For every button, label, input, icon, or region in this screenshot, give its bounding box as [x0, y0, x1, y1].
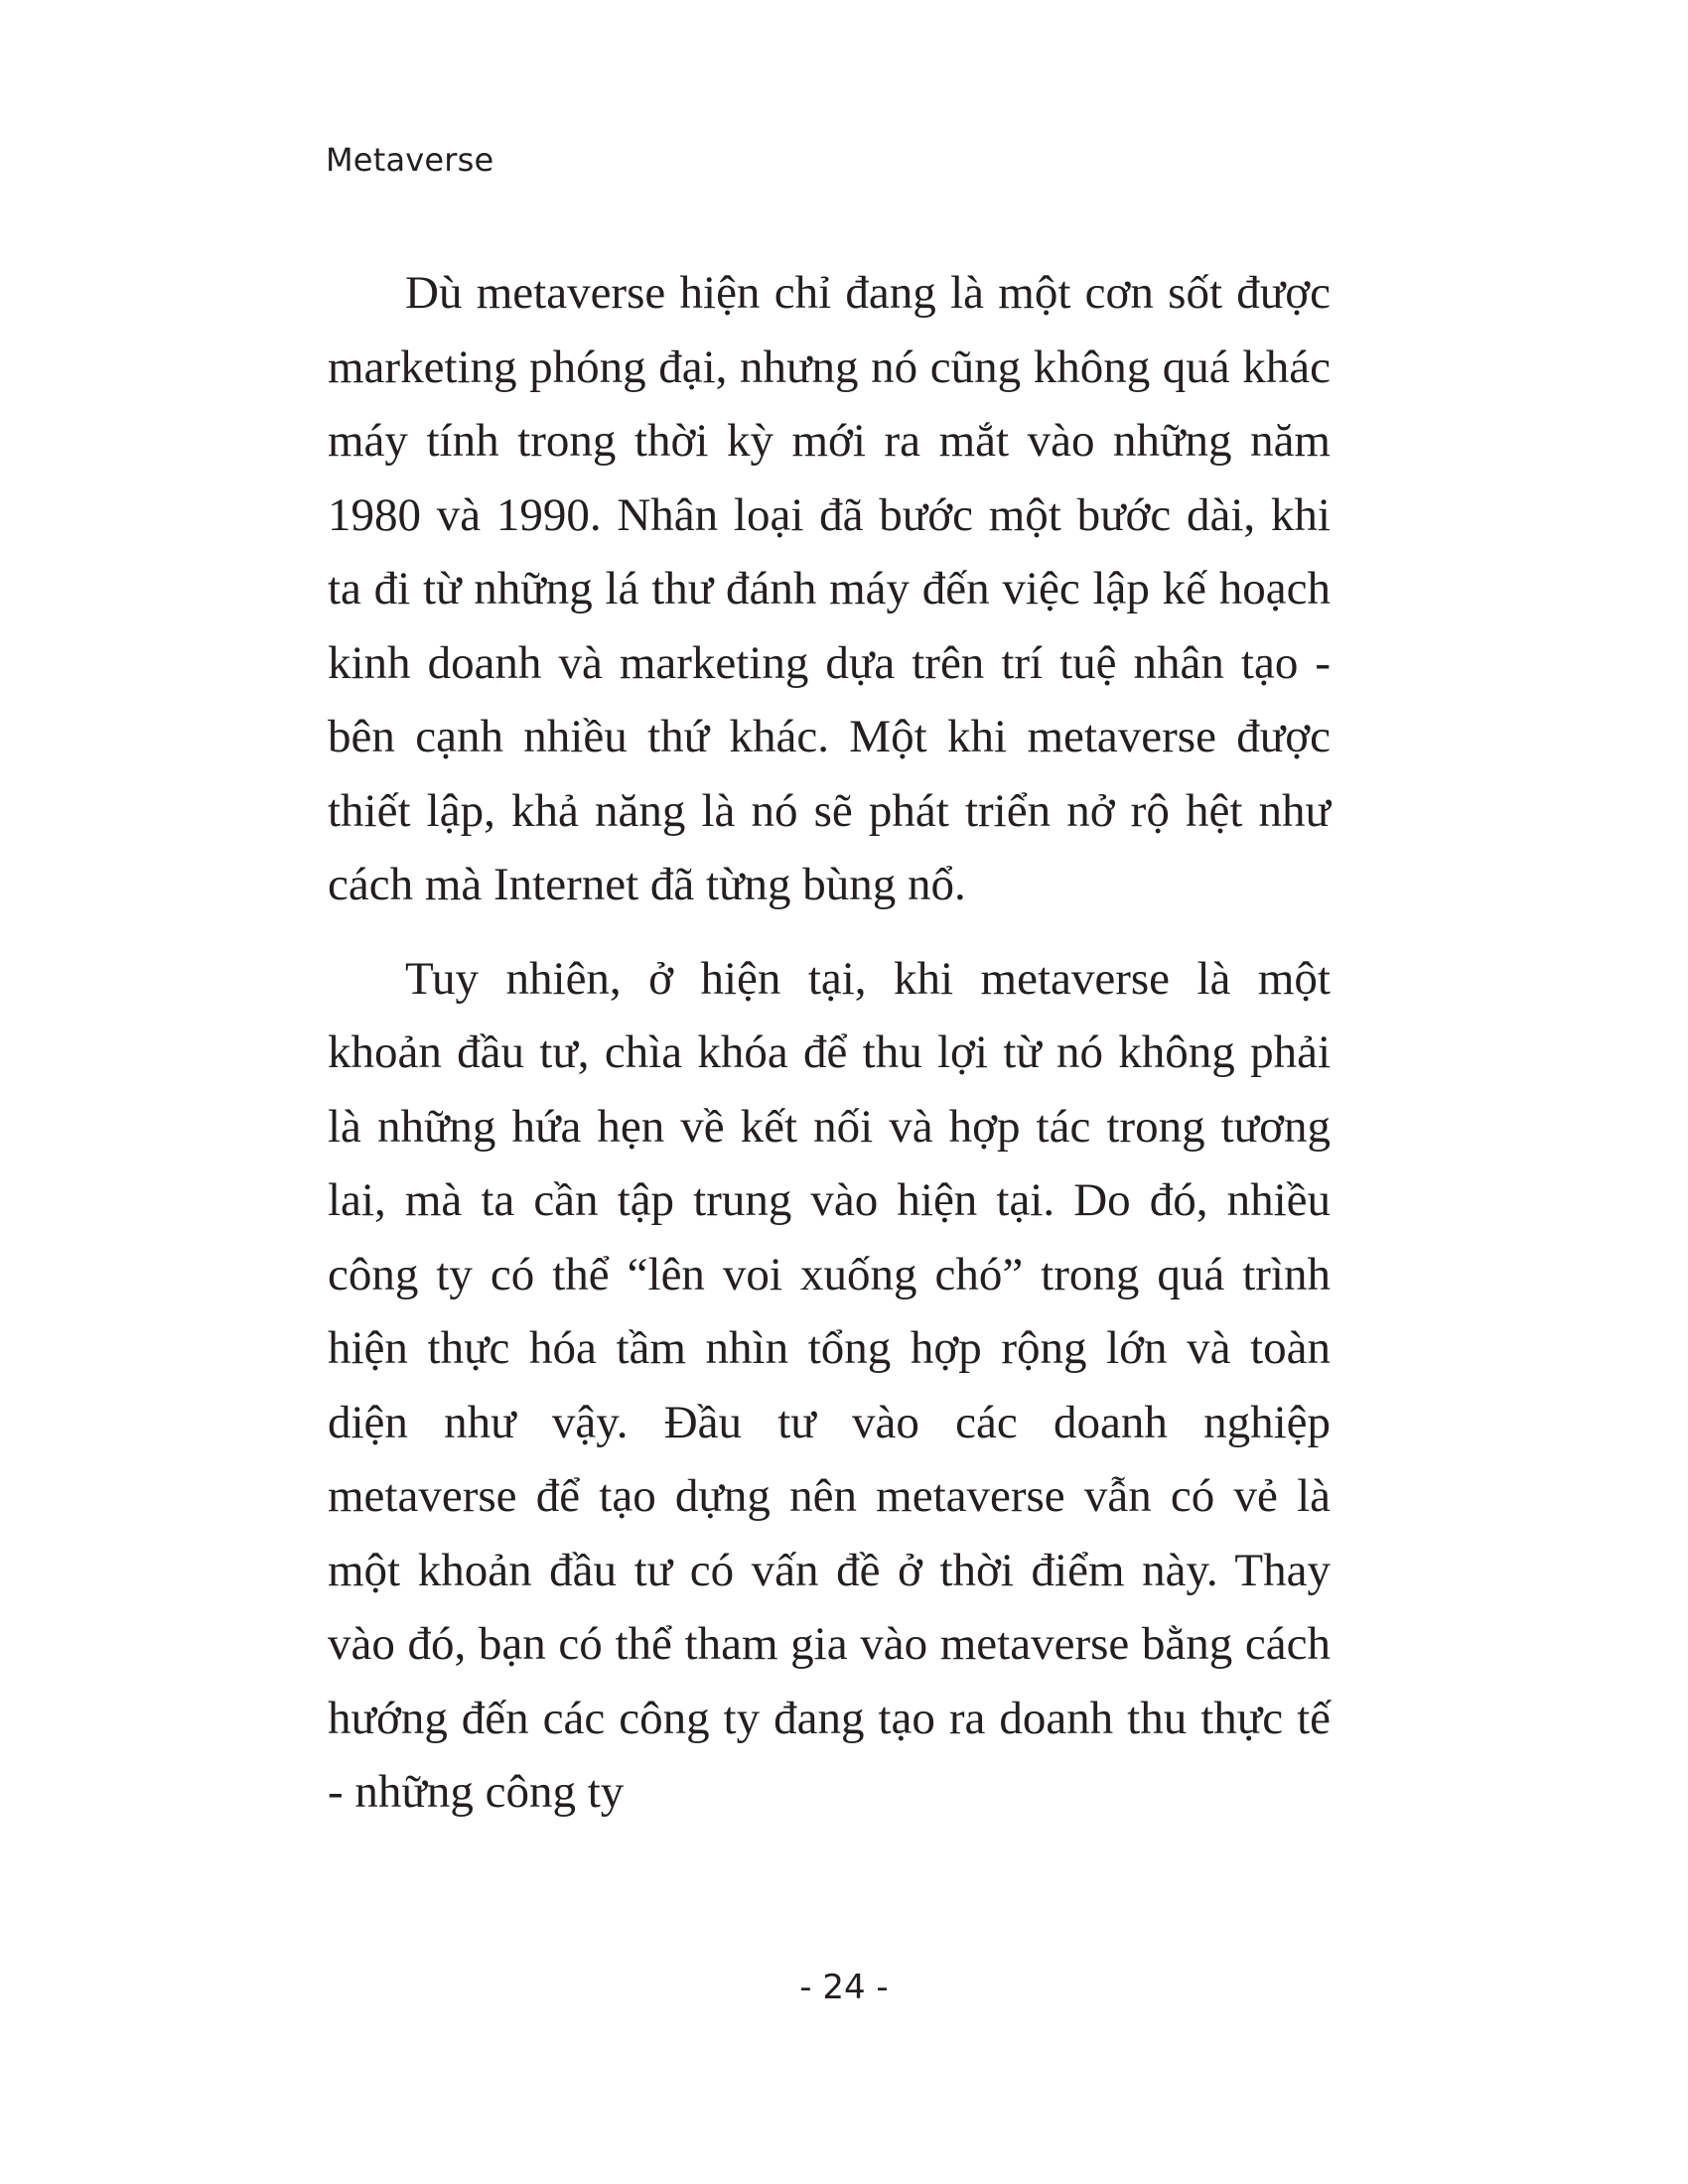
- paragraph: Tuy nhiên, ở hiện tại, khi metaverse là một khoản đầu tư, chìa khóa để thu lợi từ nó không phải là những hứa hẹn về kết nối và hợp tác trong tương lai, mà ta cần tập trung vào hiện tại. Do đó, nhiều công ty có thể “lên voi xuống chó” trong quá trình hiện thực hóa tầm nhìn tổng hợp rộng lớn và toàn diện như vậy. Đầu tư vào các doanh nghiệp metaverse để tạo dựng nên metaverse vẫn có vẻ là một khoản đầu tư có vấn đề ở thời điểm này. Thay vào đó, bạn có thể tham gia vào metaverse bằng cách hướng đến các công ty đang tạo ra doanh thu thực tế - những công ty: [328, 952, 1331, 1818]
- body-text: [328, 256, 1331, 1830]
- paragraph: Dù metaverse hiện chỉ đang là một cơn sốt được marketing phóng đại, nhưng nó cũng không quá khác máy tính trong thời kỳ mới ra mắt vào những năm 1980 và 1990. Nhân loại đã bước một bước dài, khi ta đi từ những lá thư đánh máy đến việc lập kế hoạch kinh doanh và marketing dựa trên trí tuệ nhân tạo - bên cạnh nhiều thứ khác. Một khi metaverse được thiết lập, khả năng là nó sẽ phát triển nở rộ hệt như cách mà Internet đã từng bùng nổ.: [328, 267, 1331, 910]
- page-number: - 24 -: [799, 1968, 889, 2007]
- running-header: Metaverse: [326, 141, 494, 179]
